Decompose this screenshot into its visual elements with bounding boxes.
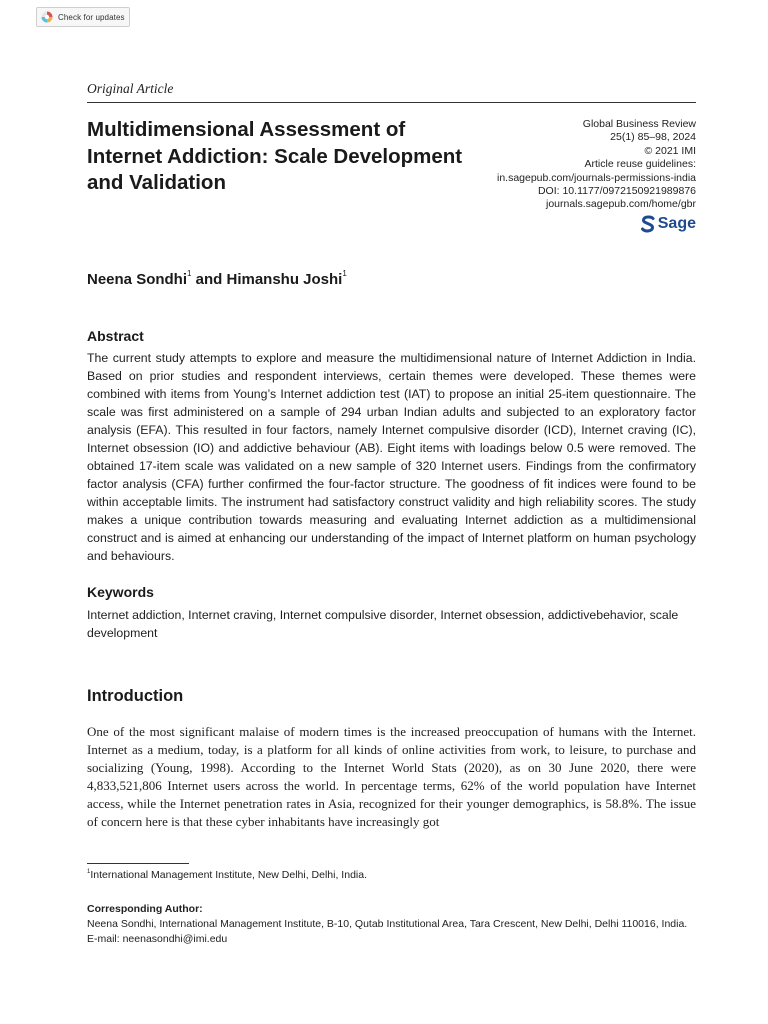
author-name: Neena Sondhi	[87, 271, 188, 288]
introduction-text: One of the most significant malaise of modern times is the increased preoccupation of humans with the Internet. Internet as a medium, today, is a platform for all kinds of online activities from work, to leisure, to purchase and socializing (Young, 1998). According to the Internet World Stats (2020), as on 30 June 2020, there were 4,833,521,806 Internet users across the world. In percentage terms, 62% of the world population have Internet access, while the Internet penetration rates in Asia, recognized for their younger demographics, is 58.8%. The issue of concern here is that these cyber inhabitants have increasingly got	[87, 724, 696, 829]
journal-info	[497, 118, 696, 212]
introduction-heading: Introduction	[87, 687, 184, 705]
journal-homepage-link[interactable]: journals.sagepub.com/home/gbr	[545, 198, 696, 211]
journal-volume: 25(1) 85–98, 2024	[610, 131, 696, 144]
check-for-updates-label: Check for updates	[58, 12, 125, 22]
article-title: Multidimensional Assessment of Internet Addiction: Scale Development and Validation	[87, 118, 463, 194]
corresponding-author-label: Corresponding Author:	[87, 903, 203, 915]
reuse-guidelines-label: Article reuse guidelines:	[584, 158, 696, 171]
footnote-rule	[87, 863, 189, 864]
journal-name: Global Business Review	[582, 118, 696, 130]
doi-link[interactable]: DOI: 10.1177/0972150921989876	[537, 185, 696, 198]
reuse-guidelines-link[interactable]: in.sagepub.com/journals-permissions-india	[496, 171, 696, 184]
article-type: Original Article	[87, 81, 174, 96]
sage-s-icon	[641, 215, 655, 233]
footnote-text: International Management Institute, New Delhi, Delhi, India.	[90, 869, 367, 881]
sage-wordmark: Sage	[657, 215, 696, 232]
author-connector: and	[191, 271, 227, 288]
keywords-heading: Keywords	[87, 584, 154, 600]
affiliation-marker: 1	[342, 269, 347, 278]
abstract-heading: Abstract	[87, 328, 144, 344]
keywords-text: Internet addiction, Internet craving, Internet compulsive disorder, Internet obsession, addictivebehavior, scale development	[87, 608, 679, 640]
crossmark-icon	[41, 11, 53, 23]
corresponding-author-email[interactable]: E-mail: neenasondhi@imi.edu	[87, 933, 228, 945]
header-rule	[87, 102, 696, 103]
affiliation-footnote	[87, 869, 367, 881]
corresponding-author-address: Neena Sondhi, International Management Institute, B-10, Qutab Institutional Area, Tara Crescent, New Delhi, Delhi 110016, India.	[87, 918, 688, 930]
check-for-updates-badge[interactable]	[36, 7, 130, 27]
abstract-text: The current study attempts to explore and measure the multidimensional nature of Internet Addiction in India. Based on prior studies and respondent interviews, certain themes were developed. These themes were combined with items from Young’s Internet addiction test (IAT) to propose an initial 25-item questionnaire. The scale was first administered on a sample of 294 urban Indian adults and subjected to an exploratory factor analysis (EFA). This resulted in four factors, namely Internet compulsive disorder (ICD), Internet craving (IC), Internet obsession (IO) and addictive behaviour (AB). Eight items with loadings below 0.5 were removed. The obtained 17-item scale was validated on a new sample of 320 Internet users. Findings from the confirmatory factor analysis (CFA) further confirmed the four-factor structure. The goodness of fit indices were found to be within acceptable limits. The instrument had satisfactory construct validity and high reliability scores. The study makes a unique contribution towards measuring and evaluating Internet addiction as a multidimensional construct and is aimed at enhancing our understanding of the impact of Internet platform on human psychology and behaviours.	[87, 351, 696, 563]
affiliation-marker: 1	[187, 269, 192, 278]
author-name: Himanshu Joshi	[226, 271, 343, 288]
journal-copyright: © 2021 IMI	[644, 144, 696, 157]
author-line	[87, 271, 347, 288]
sage-logo	[641, 215, 696, 233]
footnote-marker: 1	[87, 868, 91, 875]
